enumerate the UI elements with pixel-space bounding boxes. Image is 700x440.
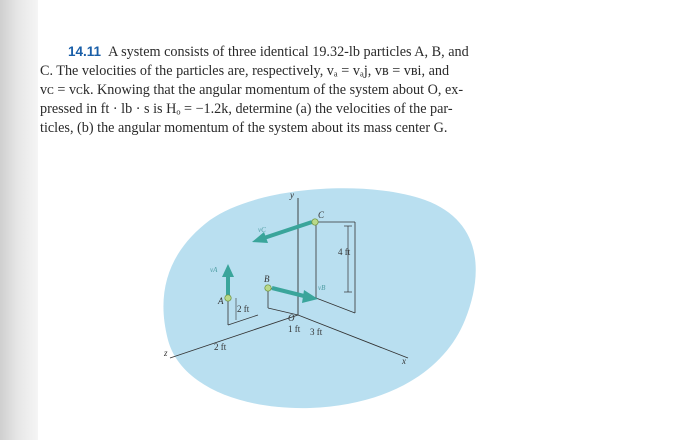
figure-svg [140, 180, 560, 420]
problem-text-1: A system consists of three identical 19.32-lb particles A, B, and [108, 44, 469, 60]
problem-line-2: C. The velocities of the particles are, respectively, vₐ = vₐj, vʙ = vʙi, and [40, 63, 450, 79]
page-edge-shadow [0, 0, 38, 440]
problem-line-3: vᴄ = vᴄk. Knowing that the angular momentum of the system about O, ex- [40, 82, 464, 98]
x-axis-label: x [402, 356, 406, 366]
problem-statement [40, 42, 560, 138]
problem-line-1 [40, 42, 560, 62]
origin-label: O [288, 313, 295, 323]
velocity-c-label: vC [258, 226, 266, 234]
dim-1ft-label: 1 ft [288, 324, 301, 334]
velocity-a-label: vA [210, 266, 218, 274]
problem-line-5: ticles, (b) the angular momentum of the system about its mass center G. [40, 120, 448, 136]
point-b-label: B [264, 274, 270, 284]
problem-line-4: pressed in ft · lb · s is Hₒ = −1.2k, determine (a) the velocities of the par- [40, 101, 453, 117]
dim-3ft-label: 3 ft [310, 327, 323, 337]
velocity-b-label: vB [318, 284, 326, 292]
particle-b [265, 285, 271, 291]
point-a-label: A [218, 296, 224, 306]
problem-figure [140, 180, 560, 420]
dim-4ft-label: 4 ft [338, 247, 351, 257]
y-axis-label: y [290, 190, 294, 200]
point-c-label: C [318, 210, 325, 220]
figure-background-blob [163, 188, 475, 408]
dim-2ft-a-label: 2 ft [237, 304, 250, 314]
dim-2ft-b-label: 2 ft [214, 342, 227, 352]
particle-a [225, 295, 231, 301]
problem-number: 14.11 [68, 44, 102, 59]
z-axis-label: z [164, 348, 168, 358]
